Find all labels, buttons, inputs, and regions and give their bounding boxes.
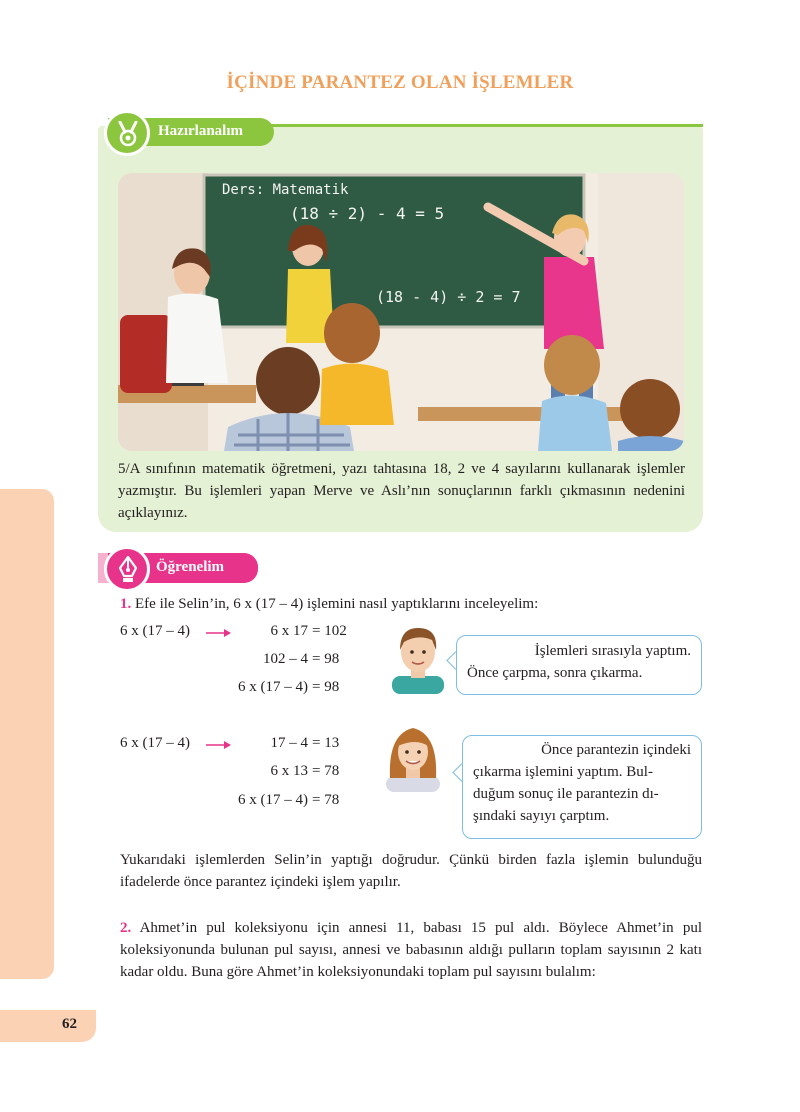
selin-bubble-line-2: çıkarma işlemini yaptım. Bul- (473, 764, 653, 780)
selin-avatar (382, 720, 444, 792)
pen-nib-icon (117, 556, 139, 584)
selin-step3-right: = 78 (312, 792, 340, 808)
page-number-tab (0, 1010, 96, 1042)
selin-bubble-line-3: duğum sonuç ile parantezin dı- (473, 786, 659, 802)
arrow-right-icon (206, 740, 232, 750)
prepare-paragraph: 5/A sınıfının matematik öğretmeni, yazı tahtasına 18, 2 ve 4 sayılarını kullanarak işlemler yazmıştır. Bu işlemleri yapan Merve ve Aslı’nın sonuçlarının farklı çıkmasının nedenini açıklayınız. (118, 461, 685, 521)
efe-step3-left: 6 x (17 – 4) (238, 679, 308, 695)
selin-step2-left: 6 x 13 (270, 763, 308, 779)
page-number: 62 (62, 1016, 77, 1032)
learn-section-label: Öğrenelim (156, 559, 225, 575)
board-header: Ders: Matematik (222, 182, 349, 198)
prepare-section-label: Hazırlanalım (158, 123, 243, 139)
item-2-text: Ahmet’in pul koleksiyonu için annesi 11, babası 15 pul aldı. Böylece Ahmet’in pul koleksiyonunda bulunan pul sayısı, annesi ve babasının aldığı pulların toplam sayısının 2 katı kadar oldu. Buna göre Ahmet’in koleksiyonundaki toplam pul sayısını bulalım: (120, 920, 702, 980)
medal-icon (116, 121, 140, 147)
item-1-text: Efe ile Selin’in, 6 x (17 – 4) işlemini nasıl yaptıklarını inceleyelim: (135, 596, 539, 612)
efe-step1-right: = 102 (312, 623, 347, 639)
efe-step2-left: 102 – 4 (263, 651, 308, 667)
efe-step2-right: = 98 (312, 651, 340, 667)
selin-bubble-line-4: şındaki sayıyı çarptım. (473, 808, 610, 824)
efe-step3-right: = 98 (312, 679, 340, 695)
item-2-number: 2. (120, 920, 132, 936)
item-2-paragraph (120, 917, 702, 983)
board-equation-1: (18 ÷ 2) - 4 = 5 (290, 204, 445, 223)
selin-step1-right: = 13 (312, 735, 340, 751)
prepare-badge (104, 110, 150, 156)
selin-step1-left: 17 – 4 (270, 735, 308, 751)
classroom-photo (118, 173, 684, 451)
page-title: İÇİNDE PARANTEZ OLAN İŞLEMLER (226, 72, 574, 93)
conclusion-paragraph: Yukarıdaki işlemlerden Selin’in yaptığı doğrudur. Çünkü birden fazla işlemin bulunduğu ifadelerde önce parantez içindeki işlem yapılır. (120, 852, 702, 890)
item-1-number: 1. (120, 596, 132, 612)
board-equation-2: (18 - 4) ÷ 2 = 7 (376, 288, 521, 306)
side-margin-tab (0, 489, 54, 979)
efe-bubble-line-2: Önce çarpma, sonra çıkarma. (467, 665, 643, 681)
efe-start-expression: 6 x (17 – 4) (120, 623, 190, 639)
item-1-paragraph (120, 593, 700, 615)
learn-badge (104, 546, 150, 592)
efe-avatar (388, 622, 448, 694)
selin-step3-left: 6 x (17 – 4) (238, 792, 308, 808)
selin-start-expression: 6 x (17 – 4) (120, 735, 190, 751)
selin-bubble-line-1: Önce parantezin içindeki (541, 742, 691, 758)
efe-speech-bubble (456, 635, 702, 695)
efe-bubble-line-1: İşlemleri sırasıyla yaptım. (534, 643, 691, 659)
selin-step2-right: = 78 (312, 763, 340, 779)
selin-speech-bubble (462, 735, 702, 839)
efe-step1-left: 6 x 17 (270, 623, 308, 639)
arrow-right-icon (206, 628, 232, 638)
